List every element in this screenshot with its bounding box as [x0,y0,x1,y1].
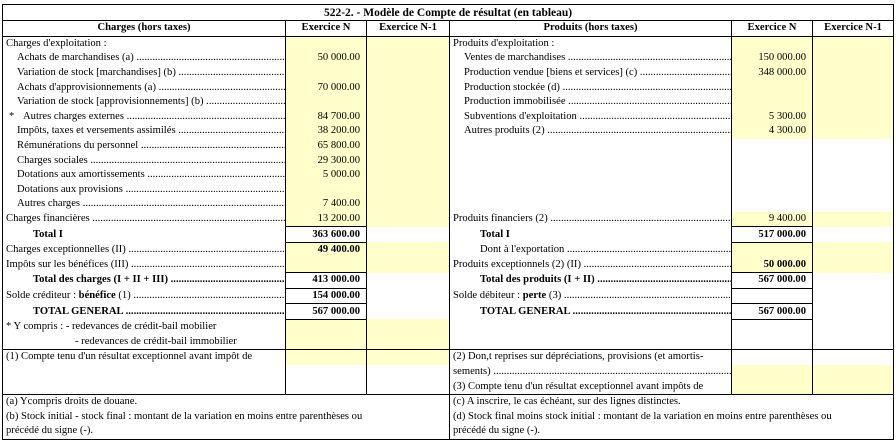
value-autres-charges-externes: 84 700.00 [286,110,367,125]
label-total-i-charges: Total I [3,227,286,243]
income-statement-table [2,4,894,440]
label-charges-financieres: Charges financières ..... [3,212,286,227]
label-achats-marchandises: Achats de marchandises (a) ..... [3,51,286,66]
label-dont-exportation: Dont à l'exportation ..... [450,242,732,257]
label-total-general-produits: TOTAL GENERAL ..... [450,304,732,320]
value-achats-approvisionnements: 70 000.00 [286,80,367,95]
asterisk-marker: * [9,110,15,122]
value-total-general-charges: 567 000.00 [286,304,367,320]
label-total-charges: Total des charges (I + II + III) ..... [3,273,286,289]
label-solde-debiteur: Solde débiteur : perte (3) ..... [450,288,732,304]
header-exercice-n-right: Exercice N [732,21,813,37]
value-produits-exceptionnels: 50 000.00 [732,258,813,273]
footnote-d-line2: précédé du signe (-). [450,424,894,439]
header-exercice-n1-right: Exercice N-1 [813,21,894,37]
value-total-produits: 567 000.00 [732,273,813,289]
label-y-compris: * Y compris : - redevances de crédit-bail mobilier [3,319,286,334]
label-solde-crediteur: Solde créditeur : bénéfice (1) ..... [3,288,286,304]
value-total-i-charges: 363 600.00 [286,227,367,243]
label-y-compris-2: - redevances de crédit-bail immobilier [3,334,286,349]
header-produits: Produits (hors taxes) [450,21,732,37]
footnote-d-line1: (d) Stock final moins stock initial : montant de la variation en moins entre parenthèses ou [450,409,894,424]
value-charges-sociales: 29 300.00 [286,153,367,168]
label-total-general-charges: TOTAL GENERAL ..... [3,304,286,320]
value-production-vendue: 348 000.00 [732,66,813,81]
value-remunerations: 65 800.00 [286,139,367,154]
value-total-general-produits: 567 000.00 [732,304,813,320]
label-production-stockee: Production stockée (d) ..... [450,80,732,95]
value-autres-produits: 4 300.00 [732,124,813,139]
label-ventes-marchandises: Ventes de marchandises ..... [450,51,732,66]
label-impots-benefices: Impôts sur les bénéfices (III) ..... [3,258,286,273]
header-exercice-n-left: Exercice N [286,21,367,37]
header-exercice-n1-left: Exercice N-1 [367,21,450,37]
label-dotations-amortissements: Dotations aux amortissements ..... [3,168,286,183]
note-2b: sements) ..... [450,365,732,380]
footnote-b-line2: précédé du signe (-). [3,424,450,439]
value-produits-financiers: 9 400.00 [732,212,813,227]
value-subventions: 5 300.00 [732,110,813,125]
produits-exploitation-label: Produits d'exploitation : [450,36,732,51]
note-1: (1) Compte tenu d'un résultat exceptionnel avant impôt de [3,350,286,365]
label-autres-charges: Autres charges ..... [3,197,286,212]
label-total-i-produits: Total I [450,227,732,243]
value-charges-financieres: 13 200.00 [286,212,367,227]
header-charges: Charges (hors taxes) [3,21,286,37]
label-autres-produits: Autres produits (2) ..... [450,124,732,139]
footnote-b-line1: (b) Stock initial - stock final : montant de la variation en moins entre parenthèses ou [3,409,450,424]
label-charges-exceptionnelles: Charges exceptionnelles (II) ..... [3,242,286,257]
label-dotations-provisions: Dotations aux provisions ..... [3,183,286,198]
charges-exploitation-label: Charges d'exploitation : [3,36,286,51]
table-title: 522-2. - Modèle de Compte de résultat (en tableau) [3,5,894,21]
label-achats-approvisionnements: Achats d'approvisionnements (a) ..... [3,80,286,95]
value-total-i-produits: 517 000.00 [732,227,813,243]
label-subventions: Subventions d'exploitation ..... [450,110,732,125]
label-total-produits: Total des produits (I + II) ..... [450,273,732,289]
label-production-vendue: Production vendue [biens et services] (c) ..... [450,66,732,81]
label-produits-financiers: Produits financiers (2) ..... [450,212,732,227]
value-total-charges: 413 000.00 [286,273,367,289]
note-3: (3) Compte tenu d'un résultat exceptionnel avant impôts de [450,379,732,394]
footnote-c: (c) A inscrire, le cas échéant, sur des lignes distinctes. [450,394,894,409]
label-variation-approvisionnements: Variation de stock [approvisionnements] (b) ..... [3,95,286,110]
value-autres-charges: 7 400.00 [286,197,367,212]
label-variation-marchandises: Variation de stock [marchandises] (b) ..... [3,66,286,81]
value-charges-exceptionnelles: 49 400.00 [286,242,367,257]
value-dotations-amortissements: 5 000.00 [286,168,367,183]
footnote-a: (a) Ycompris droits de douane. [3,394,450,409]
note-2a: (2) Don,t reprises sur dépréciations, provisions (et amortis- [450,350,732,365]
label-impots-taxes: Impôts, taxes et versements assimilés ..... [3,124,286,139]
value-ventes-marchandises: 150 000.00 [732,51,813,66]
label-autres-charges-externes: * Autres charges externes ..... [3,110,286,125]
value-achats-marchandises: 50 000.00 [286,51,367,66]
label-remunerations: Rémunérations du personnel ..... [3,139,286,154]
label-production-immobilisee: Production immobilisée ..... [450,95,732,110]
label-produits-exceptionnels: Produits exceptionnels (2) (II) ..... [450,258,732,273]
label-charges-sociales: Charges sociales ..... [3,153,286,168]
value-impots-taxes: 38 200.00 [286,124,367,139]
value-solde-crediteur: 154 000.00 [286,288,367,304]
